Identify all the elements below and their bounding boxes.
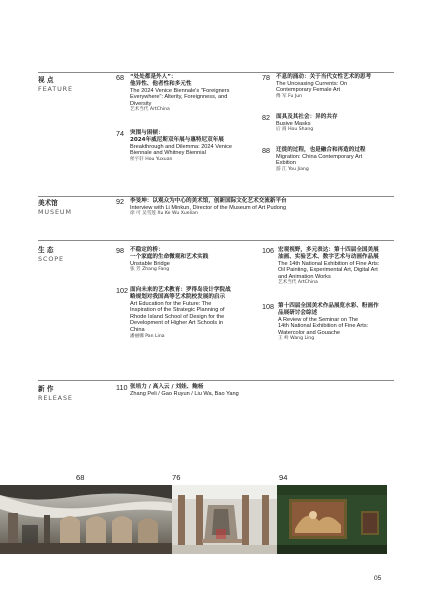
entry-page-number: 92 — [116, 197, 124, 206]
entry-title-en: Interview with Li Minkun, Director of the Museum of Art Pudong — [130, 204, 287, 211]
entry-author: 徐 可 吴雪莲 Xu Ke Wu Xuelian — [130, 211, 198, 217]
entry-page-number: 82 — [262, 113, 270, 122]
rule-scope — [38, 240, 394, 241]
entry-title-cn: 面向未来的艺术教育：罗得岛设计学院战 略规划对我国高等艺术院校发展的启示 — [130, 287, 231, 300]
entry-author: 艺术当代 ArtChina — [130, 107, 170, 113]
section-title-scope: 生 态 — [38, 246, 54, 254]
entry-title-cn: 突围与困顿： 2024年威尼斯双年展与惠特尼双年展 — [130, 130, 224, 143]
entry-author: 艺术当代 ArtChina — [278, 280, 318, 286]
section-title-release: 新 作 — [38, 385, 54, 393]
entry-title-cn: 李旻坤：以观众为中心的美术馆，创新国际文化艺术交流新平台 — [130, 198, 287, 204]
entry-author: 侯宇轩 Hou Yuxuan — [130, 156, 173, 162]
entry-title-cn: 迁徙的过程，也是融合和再造的过程 — [276, 147, 366, 153]
entry-page-number: 78 — [262, 73, 270, 82]
entry-title-en: Art Education for the Future: The Inspiration of the Strategic Planning of Rhode Island School of Design for the Development of Higher Art Schools in China — [130, 300, 225, 333]
section-title-feature: 视 点 — [38, 76, 54, 84]
rule-top — [38, 72, 394, 73]
entry-title-en: Unstable Bridge — [130, 260, 170, 267]
entry-title-cn: 宏观视野，多元表达：第十四届全国美展 油画、实验艺术、数字艺术与动画作品展 — [278, 247, 379, 260]
entry-author: 王 岭 Wang Ling — [278, 336, 315, 342]
section-en-museum: MUSEUM — [38, 208, 72, 216]
entry-title-en: The Unceasing Currents: On Contemporary Female Art — [276, 80, 348, 94]
rule-release — [38, 380, 394, 381]
entry-page-number: 106 — [262, 246, 274, 255]
image-page-number: 76 — [172, 473, 181, 482]
rule-museum — [38, 196, 394, 197]
painting-wall-photo — [277, 485, 387, 554]
entry-author: 张 芳 Zhang Fang — [130, 267, 170, 273]
entry-author: 潘丽娜 Pan Lina — [130, 333, 165, 339]
entry-title-cn: 第十四届全国美术作品展览水彩、粉画作 品展研讨会综述 — [278, 303, 379, 316]
entry-title-cn: “处处都是外人”： 他异性、他者性和多元性 — [130, 74, 192, 87]
entry-page-number: 74 — [116, 129, 124, 138]
entry-author: 后 商 Hou Shang — [276, 127, 314, 133]
entry-title-cn: 不稳定的桥： 一个家庭的生命微观和艺术实践 — [130, 247, 209, 260]
image-page-number: 68 — [76, 473, 85, 482]
gallery-columns-photo — [172, 485, 277, 554]
entry-title-cn: 面具及其社会：异的共存 — [276, 114, 338, 120]
entry-page-number: 102 — [116, 286, 128, 295]
entry-title-en: Breakthrough and Dilemma: 2024 Venice Biennale and Whitney Biennial — [130, 143, 232, 157]
section-en-scope: SCOPE — [38, 255, 64, 263]
section-title-museum: 美术馆 — [38, 199, 58, 207]
entry-author: 游 江 You Jiang — [276, 166, 309, 172]
museum-interior-photo — [0, 485, 172, 554]
entry-title-cn: 不息的涌动：关于当代女性艺术的思考 — [276, 74, 372, 80]
entry-page-number: 108 — [262, 302, 274, 311]
entry-title-en: A Review of the Seminar on The 14th National Exhibition of Fine Arts: Watercolor and Gouache — [278, 316, 369, 336]
entry-title-cn: 张培力 / 高入云 / 刘娃、鲍杨 — [130, 384, 204, 390]
entry-title-en: The 14th National Exhibition of Fine Arts: Oil Painting, Experimental Art, Digital Art and Animation Works — [278, 260, 380, 280]
page-number: 05 — [374, 575, 382, 582]
entry-title-en: Busive Masks — [276, 120, 311, 127]
entry-page-number: 110 — [116, 383, 128, 392]
entry-author: 傅 军 Fu Jun — [276, 93, 303, 99]
entry-page-number: 68 — [116, 73, 124, 82]
entry-page-number: 88 — [262, 146, 270, 155]
section-en-feature: FEATURE — [38, 85, 73, 93]
entry-title-en: Zhang Peli / Gao Ruyun / Liu Wa, Bao Yang — [130, 390, 239, 397]
entry-title-en: The 2024 Venice Biennale's "Foreigners Everywhere": Alterity, Foreignness, and Diversity — [130, 87, 230, 107]
section-en-release: RELEASE — [38, 394, 73, 402]
entry-page-number: 98 — [116, 246, 124, 255]
entry-title-en: Migration: China Contemporary Art Exbition — [276, 153, 363, 167]
image-page-number: 94 — [279, 473, 288, 482]
